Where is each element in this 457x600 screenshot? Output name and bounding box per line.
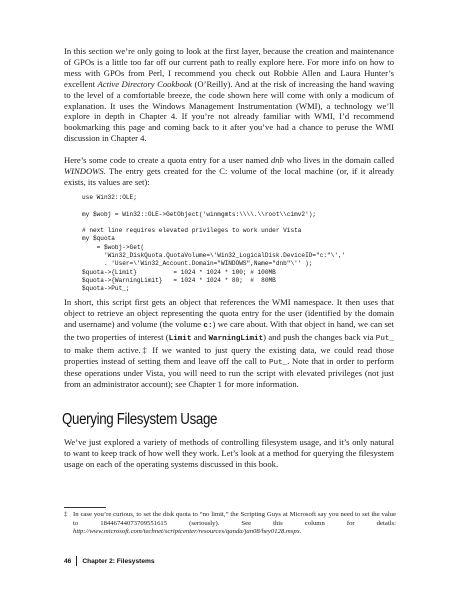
expl-text-4: ) and push the changes back via: [263, 331, 376, 342]
intro-text-2: (O’Reilly). And at the risk of increasing the hand waving to the level of a comfortable breeze, the code shown here will come with only a modicum of explanation. It uses the Windows Management Instrumentation (WMI), a technology we’ll explore in depth in Chapter 4. If you’re not already familiar with WMI, I’d recommend bookmarking this page and coming back to it after you’ve had a chance to peruse the WMI discussion in Chapter 4.: [64, 78, 395, 144]
footnote-url[interactable]: http://www.microsoft.com/technet/scriptcenter/resources/qanda/jan08/hey0128.mspx: [73, 528, 300, 536]
expl-text-3: and: [191, 331, 209, 342]
put-code-2: Put_: [269, 358, 288, 367]
code-intro-text-3: . The entry gets created for the C: volume of the local machine (or, if it already exists, its values are set):: [64, 165, 394, 187]
footer-separator: [76, 556, 77, 566]
section-heading: Querying Filesystem Usage: [62, 411, 218, 428]
intro-text-1: In this section we’re only going to look at the first layer, because the creation and maintenance of GPOs is a little too far off our current path to really explore here. For more info on how to mess with GPOs from Perl, I recommend you check out Robbie Allen and Laura Hunter’s excellent: [64, 46, 394, 89]
expl-text-2: ) we care about. With that object in hand, we can set the two properties of interest (: [64, 318, 394, 342]
put-code: Put_: [375, 334, 394, 343]
expl-text-5: to make them active.‡ If we wanted to just query the existing data, we could read those properties instead of setting them and leave off the call to: [64, 344, 394, 366]
book-title: Active Directory Cookbook: [97, 78, 192, 89]
footnote-divider: [64, 507, 106, 508]
expl-text-1: In short, this script first gets an object that references the WMI namespace. It then uses that object to retrieve an object representing the quota entry for the user (identified by the domain and username) and volume (the volume: [64, 297, 394, 329]
footnote-text-1: In case you’re curious, to set the disk quota to “no limit,” the Scripting Guys at Microsoft say you need to set the value to 18446744073709551615 (seriously). See this column for details:: [73, 511, 396, 527]
intro-paragraph: [64, 46, 394, 144]
chapter-label: Chapter 2: Filesystems: [82, 557, 155, 565]
expl-text-6: . Note that in order to perform these operations under Vista, you will need to run the script with elevated privileges (not just from an administrator account); see Chapter 1 for more information.: [64, 355, 394, 390]
limit-code: Limit: [168, 334, 192, 343]
c-drive-code: c:: [203, 321, 213, 330]
warning-limit-code: WarningLimit: [208, 334, 264, 343]
code-block: use Win32::OLE; my $wobj = Win32::OLE->GetObject('winmgmts:\\\\.\\root\\cimv2'); # next line requires elevated privileges to work under Vista my $quota = $wobj->Get( 'Win32_DiskQuota.QuotaVolume=\'Win32_LogicalDisk.DeviceID="c:"\',' . 'User=\'Win32_Account.Domain="WINDOWS",Name="dnb"\'' ); $quota->{Limit} = 1024 * 1024 * 100; # 100MB $quota->{WarningLimit} = 1024 * 1024 * 80; # 80MB $quota->Put_;: [82, 194, 346, 293]
code-intro-paragraph: [64, 155, 394, 188]
page-footer: [64, 555, 155, 567]
code-intro-text-2: who lives in the domain called: [283, 155, 394, 165]
domain-name: WINDOWS: [64, 165, 104, 176]
user-name: dnb: [270, 155, 284, 165]
section-paragraph: We’ve just explored a variety of methods of controlling filesystem usage, and it’s only natural to want to keep track of how well they work. Let’s look at a method for querying the filesystem usage on each of the operating systems discussed in this book.: [64, 437, 394, 469]
explanation-paragraph: [64, 297, 394, 390]
footnote: [64, 511, 396, 537]
code-intro-text-1: Here’s some code to create a quota entry for a user named: [64, 155, 271, 165]
footnote-text-2: .: [299, 528, 302, 536]
footnote-mark: ‡: [64, 511, 68, 518]
page-number: 46: [64, 557, 72, 565]
